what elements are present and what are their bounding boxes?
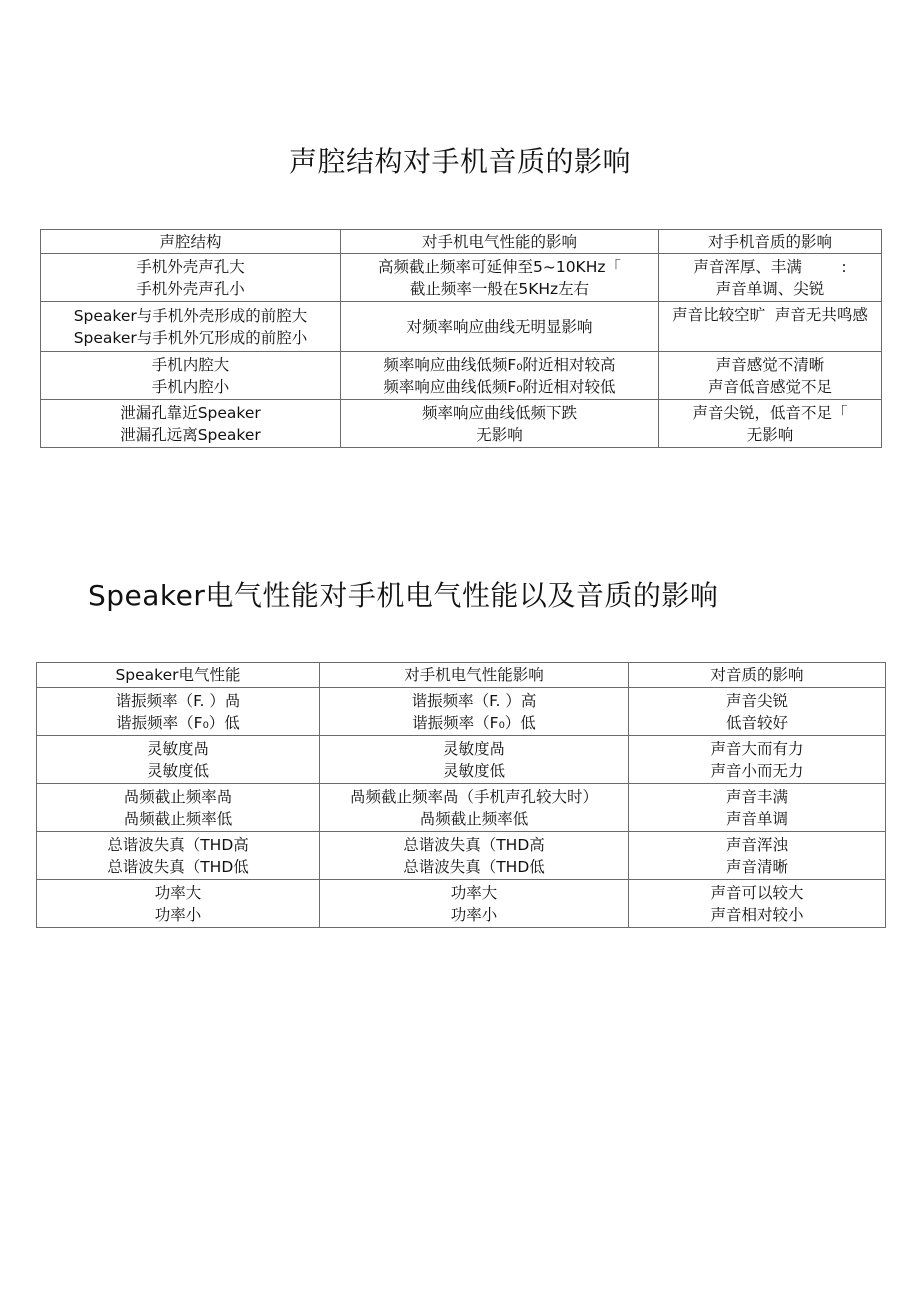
table-cell (629, 880, 886, 928)
table-cell (37, 880, 320, 928)
table-cell (341, 352, 659, 400)
cell-line: 声音丰满 (725, 787, 788, 806)
table-cell (659, 352, 882, 400)
cell-line: 声音大而有力 (710, 739, 804, 758)
table-row (37, 832, 886, 880)
column-header: 对音质的影响 (629, 663, 886, 688)
table-cell (341, 254, 659, 302)
table-cell (341, 400, 659, 448)
cell-line: 手机内腔大 (151, 355, 230, 374)
table-row (37, 736, 886, 784)
table-cell (629, 736, 886, 784)
cell-line: 总谐波失真（THD低 (403, 857, 545, 876)
table-cell (629, 688, 886, 736)
cell-line: 声音可以较大 (710, 883, 804, 902)
cell-line: 声音单调、尖锐 (715, 279, 825, 298)
table-row (41, 254, 882, 302)
table-cell (320, 880, 629, 928)
column-header: 声腔结构 (41, 230, 341, 254)
table-cell (659, 302, 882, 352)
table-cell (37, 784, 320, 832)
cell-line: 灵敏度低 (146, 761, 209, 780)
cavity-structure-table (40, 229, 882, 448)
cell-line: 灵敏度低 (442, 761, 505, 780)
cell-line: 功率大 (450, 883, 498, 902)
cell-line: 手机外壳声孔大 (136, 257, 245, 276)
cell-line: 谐振频率（F₀）低 (116, 713, 240, 732)
cell-line: 咼频截止频率咼 (123, 787, 233, 806)
cell-line: 功率小 (450, 905, 498, 924)
cell-line: 截止频率一般在5KHz左右 (409, 279, 590, 298)
table-cell (37, 688, 320, 736)
cell-line: 声音尖锐 (725, 691, 788, 710)
cell-line: 声音低音感觉不足 (707, 377, 832, 396)
table-row (41, 302, 882, 352)
table-cell (320, 736, 629, 784)
cell-line: 总谐波失真（THD低 (107, 857, 249, 876)
section2-title: Speaker电气性能对手机电气性能以及音质的影响 (88, 579, 719, 612)
cell-line: 泄漏孔靠近Speaker (120, 403, 261, 422)
cell-line: 谐振频率（F₀）低 (412, 713, 536, 732)
table-cell (320, 832, 629, 880)
table-row (37, 784, 886, 832)
cell-line: 灵敏度咼 (442, 739, 505, 758)
cell-line: 声音尖锐，低音不足「 (692, 403, 848, 422)
cell-line: 总谐波失真（THD高 (403, 835, 545, 854)
table-cell (341, 302, 659, 352)
cell-line: 灵敏度咼 (146, 739, 209, 758)
cell-line: 声音感觉不清晰 (715, 355, 825, 374)
column-header: 对手机音质的影响 (659, 230, 882, 254)
cell-line: 谐振频率（F. ）咼 (115, 691, 241, 710)
table-row (37, 688, 886, 736)
cell-line: 声音浑浊 (725, 835, 788, 854)
cell-line: 频率响应曲线低频F₀附近相对较高 (383, 355, 616, 374)
cell-line: 泄漏孔远离Speaker (120, 425, 261, 444)
speaker-performance-table (36, 662, 886, 928)
cell-line: 手机内腔小 (151, 377, 230, 396)
table-header-row (41, 230, 882, 254)
column-header: Speaker电气性能 (37, 663, 320, 688)
section1-title: 声腔结构对手机音质的影响 (288, 145, 631, 178)
table-cell (41, 400, 341, 448)
cell-line: 声音相对较小 (710, 905, 804, 924)
table-cell (320, 784, 629, 832)
table-header-row (37, 663, 886, 688)
cell-line: Speaker与手机外壳形成的前腔大 (73, 306, 308, 325)
table-cell (659, 254, 882, 302)
table-cell (41, 352, 341, 400)
cell-line: 声音比较空旷 声音无共鸣感 (672, 306, 868, 324)
cell-line: 低音较好 (725, 713, 788, 732)
cell-line: 声音清晰 (725, 857, 788, 876)
cell-line: 咼频截止频率咼（手机声孔较大时） (349, 787, 598, 806)
cell-line: 手机外壳声孔小 (136, 279, 245, 298)
table-cell (659, 400, 882, 448)
cell-line: 谐振频率（F. ）高 (411, 691, 537, 710)
table-cell (320, 688, 629, 736)
cell-line: 频率响应曲线低频F₀附近相对较低 (383, 377, 616, 396)
table-row (41, 400, 882, 448)
cell-line: 功率小 (154, 905, 202, 924)
table-row (37, 880, 886, 928)
cell-line: 声音小而无力 (710, 761, 804, 780)
table-cell (629, 832, 886, 880)
table-cell (37, 832, 320, 880)
table-cell (629, 784, 886, 832)
column-header: 对手机电气性能的影响 (341, 230, 659, 254)
cell-line: 高频截止频率可延伸至5~10KHz「 (377, 257, 622, 276)
cell-line: 声音浑厚、丰满 : (693, 257, 847, 276)
cell-line: 咼频截止频率低 (419, 809, 529, 828)
table-cell (41, 254, 341, 302)
cell-line: 咼频截止频率低 (123, 809, 233, 828)
cell-line: 总谐波失真（THD高 (107, 835, 249, 854)
table-cell (37, 736, 320, 784)
column-header: 对手机电气性能影响 (320, 663, 629, 688)
table-row (41, 352, 882, 400)
cell-line: 对频率响应曲线无明显影响 (406, 317, 593, 336)
cell-line: 声音单调 (725, 809, 788, 828)
table-cell (41, 302, 341, 352)
cell-line: 功率大 (154, 883, 202, 902)
cell-line: 无影响 (746, 425, 794, 444)
cell-line: 无影响 (476, 425, 523, 444)
cell-line: Speaker与手机外冗形成的前腔小 (73, 328, 308, 347)
cell-line: 频率响应曲线低频下跌 (421, 403, 577, 422)
